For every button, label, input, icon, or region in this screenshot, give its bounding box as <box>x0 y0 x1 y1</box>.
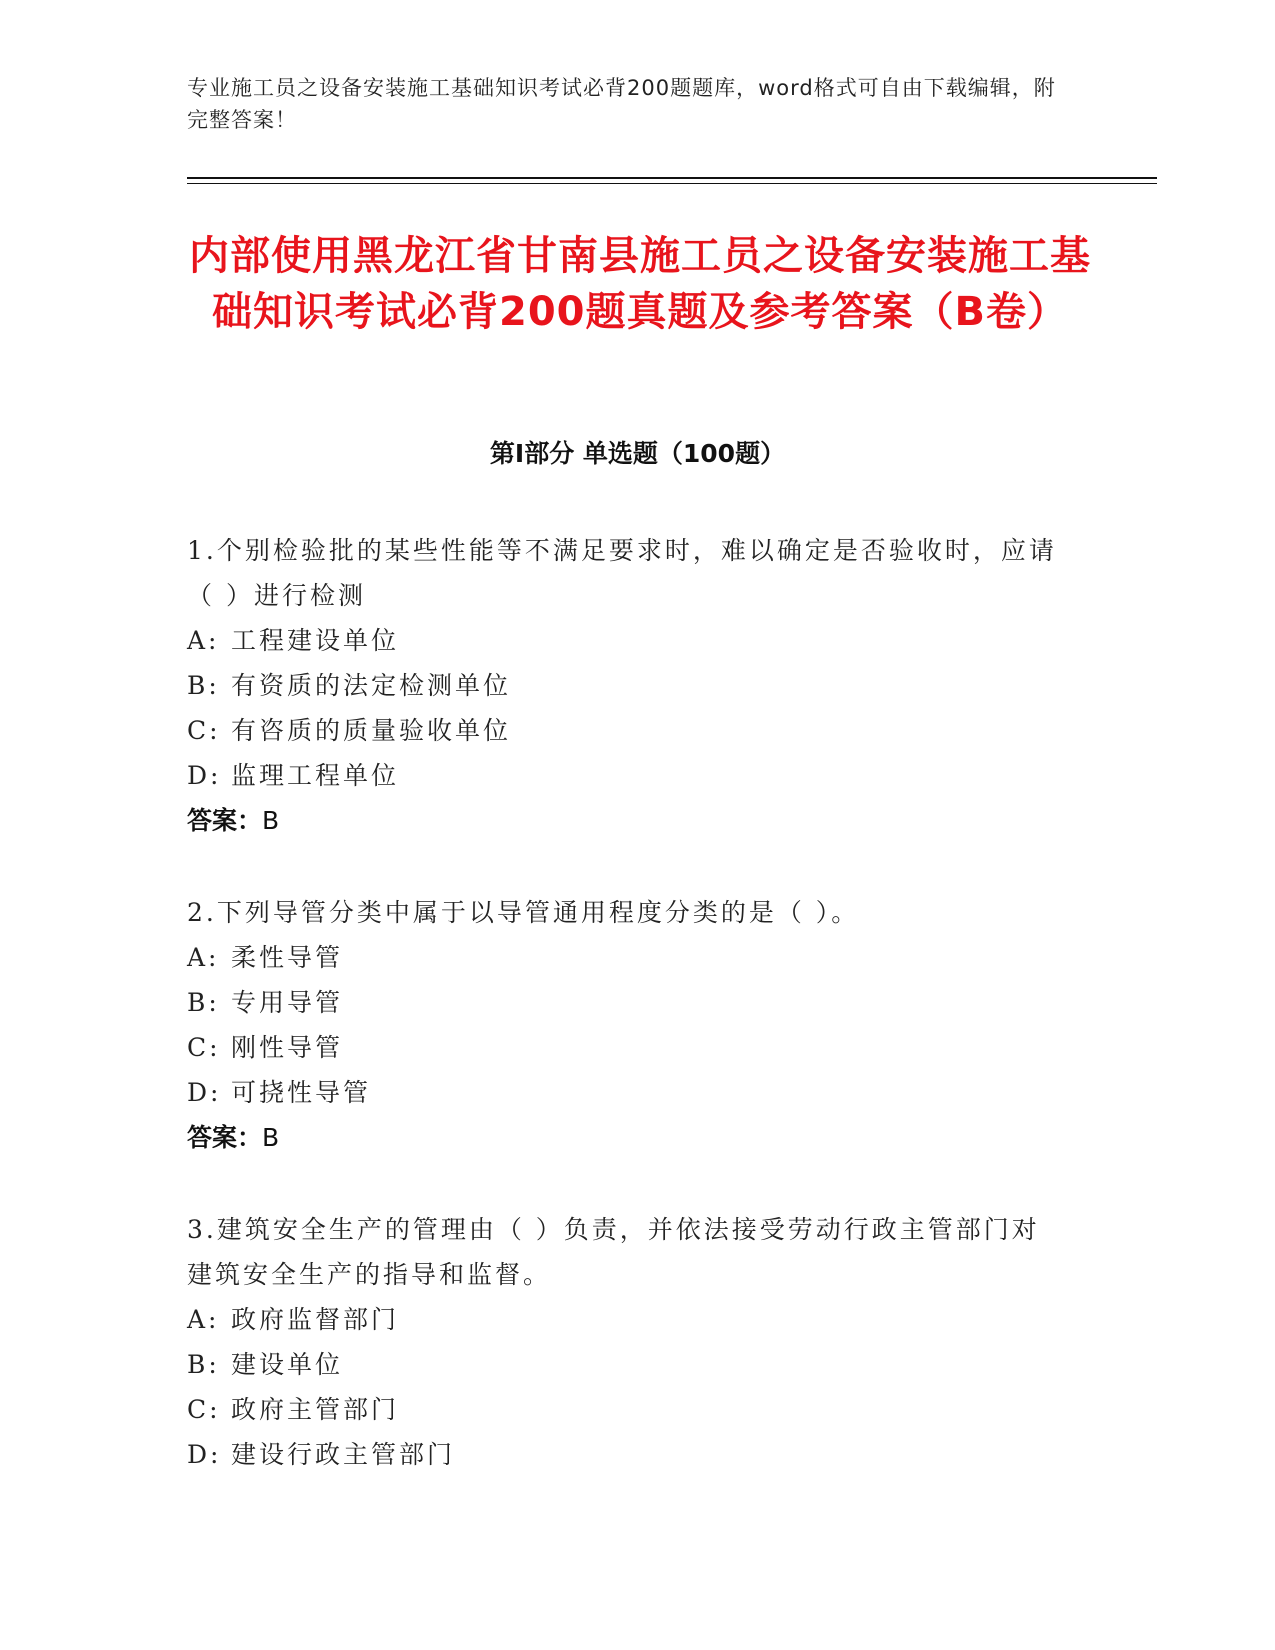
header-rule-thin <box>187 183 1157 184</box>
option-text: 建设单位 <box>231 1350 344 1379</box>
option-text: 有资质的法定检测单位 <box>231 671 512 700</box>
question-stem: 1.个别检验批的某些性能等不满足要求时，难以确定是否验收时，应请（ ）进行检测 <box>187 536 1057 610</box>
answer-label: 答案： <box>187 806 263 835</box>
option-letter: B: <box>187 671 220 700</box>
option-d <box>187 753 1067 798</box>
answer-line <box>187 1115 1067 1161</box>
option-c <box>187 1387 1067 1432</box>
option-d <box>187 1070 1067 1115</box>
option-d <box>187 1432 1067 1477</box>
option-text: 专用导管 <box>231 988 344 1017</box>
option-c <box>187 708 1067 753</box>
document-title: 内部使用黑龙江省甘南县施工员之设备安装施工基础知识考试必背200题真题及参考答案（B卷） <box>189 233 1091 335</box>
option-letter: D: <box>187 761 222 790</box>
question-stem: 2.下列导管分类中属于以导管通用程度分类的是（ ）。 <box>187 898 860 927</box>
option-letter: B: <box>187 1350 220 1379</box>
option-text: 刚性导管 <box>231 1033 344 1062</box>
answer-line <box>187 798 1067 844</box>
option-text: 柔性导管 <box>231 943 344 972</box>
option-text: 可挠性导管 <box>231 1078 372 1107</box>
question-3 <box>187 1207 1067 1477</box>
option-text: 有咨质的质量验收单位 <box>231 716 512 745</box>
answer-label: 答案： <box>187 1123 263 1152</box>
option-a <box>187 935 1067 980</box>
section-heading: 第Ⅰ部分 单选题（100题） <box>489 439 786 468</box>
option-text: 监理工程单位 <box>231 761 400 790</box>
option-a <box>187 618 1067 663</box>
option-letter: A: <box>187 1305 220 1334</box>
question-list <box>187 528 1067 1523</box>
question-stem: 3.建筑安全生产的管理由（ ）负责，并依法接受劳动行政主管部门对建筑安全生产的指导和监督。 <box>187 1215 1040 1289</box>
option-text: 工程建设单位 <box>231 626 400 655</box>
answer-value: B <box>262 1123 280 1152</box>
header-note: 专业施工员之设备安装施工基础知识考试必背200题题库，word格式可自由下载编辑，附完整答案！ <box>187 76 1056 132</box>
option-text: 政府主管部门 <box>231 1395 400 1424</box>
option-c <box>187 1025 1067 1070</box>
question-1 <box>187 528 1067 844</box>
option-b <box>187 663 1067 708</box>
option-letter: C: <box>187 1395 221 1424</box>
option-letter: D: <box>187 1078 222 1107</box>
question-2 <box>187 890 1067 1161</box>
option-letter: A: <box>187 943 220 972</box>
header-rule-thick <box>187 177 1157 179</box>
option-letter: C: <box>187 1033 221 1062</box>
option-a <box>187 1297 1067 1342</box>
option-letter: D: <box>187 1440 222 1469</box>
option-letter: C: <box>187 716 221 745</box>
answer-value: B <box>262 806 280 835</box>
option-b <box>187 980 1067 1025</box>
option-text: 政府监督部门 <box>231 1305 400 1334</box>
option-text: 建设行政主管部门 <box>231 1440 456 1469</box>
option-letter: A: <box>187 626 220 655</box>
option-letter: B: <box>187 988 220 1017</box>
option-b <box>187 1342 1067 1387</box>
